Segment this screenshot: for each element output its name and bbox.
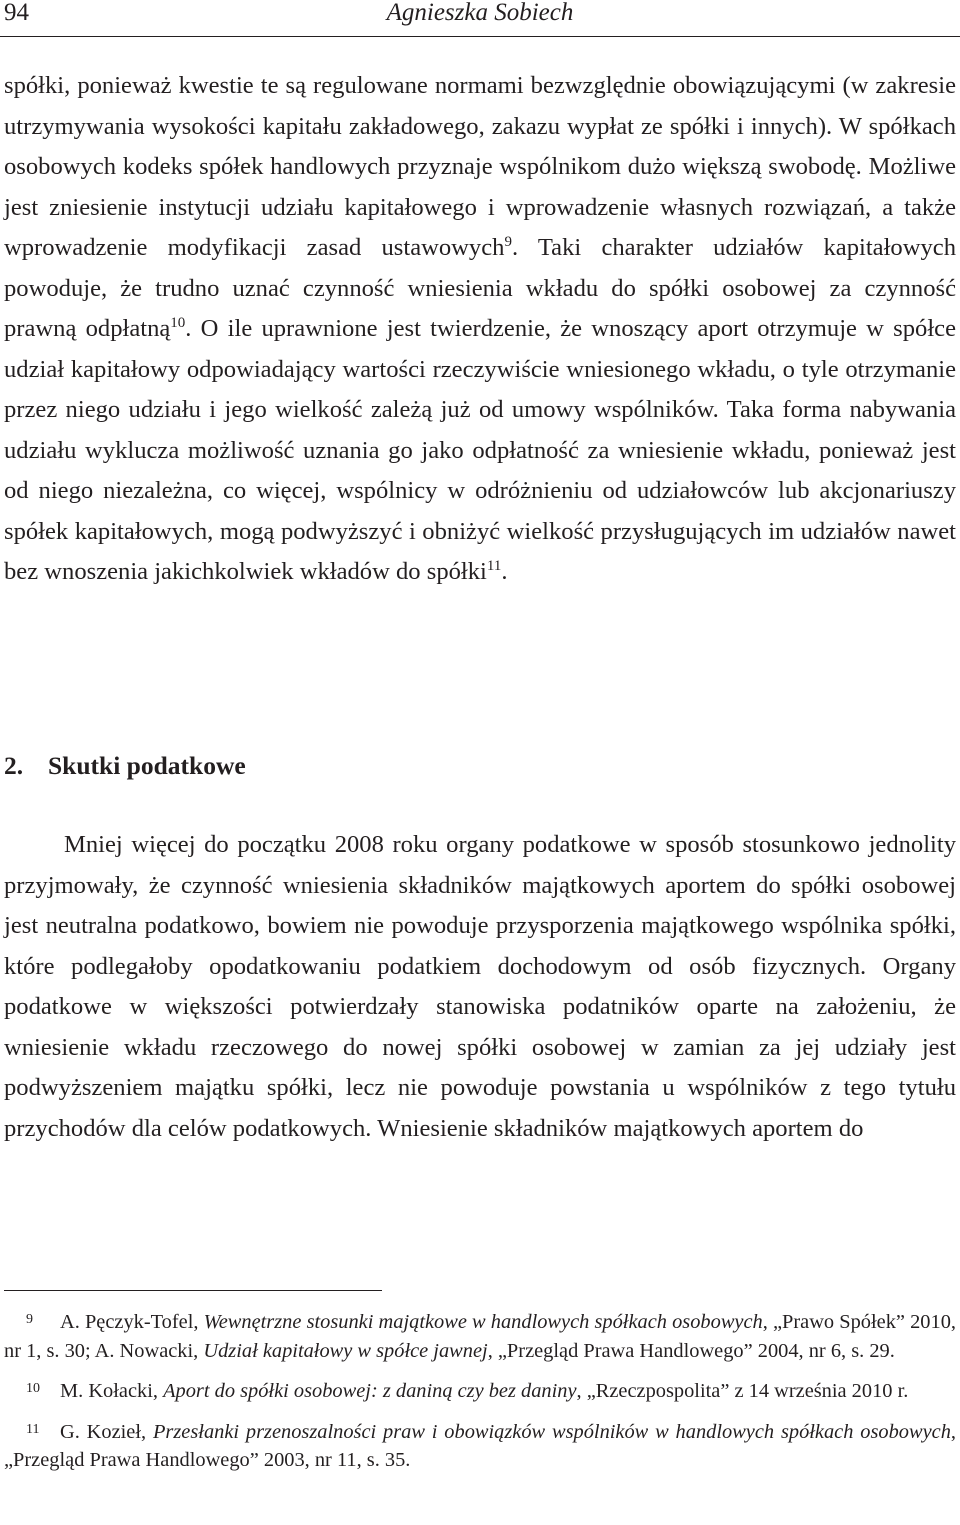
- footnote-title: Przesłanki przenoszalności praw i obowiązków wspólników w handlowych spółkach osobowych: [152, 1420, 951, 1443]
- footnote-text: A. Pęczyk-Tofel,: [60, 1311, 204, 1333]
- footnote-ref-10[interactable]: 10: [170, 315, 186, 331]
- footnote-11: 11 G. Kozieł, Przesłanki przenoszalności praw i obowiązków wspólników w handlowych spółkach osobowych, „Przegląd Prawa Handlowego” 2003, nr 11, s. 35.: [4, 1420, 956, 1472]
- footnotes: [4, 1308, 956, 1487]
- running-head-author: Agnieszka Sobiech: [386, 0, 574, 26]
- page-number: 94: [4, 0, 29, 26]
- paragraph-text: .: [501, 558, 508, 585]
- footnote-text: , „Przegląd Prawa Handlowego” 2003, nr 11, s. 35.: [4, 1420, 956, 1472]
- footnote-text: , „Przegląd Prawa Handlowego” 2004, nr 6, s. 29.: [487, 1339, 895, 1362]
- footnote-text: , „Rzeczpospolita” z 14 września 2010 r.: [576, 1380, 909, 1403]
- paragraph-text: spółki, ponieważ kwestie te są regulowane normami bezwzględnie obowiązującymi (w zakresie utrzymywania wysokości kapitału zakładowego, zakazu wypłat ze spółki i innych). W spółkach osobowych kodeks spółek handlowych przyznaje wspólnikom dużo większą swobodę. Możliwe jest zniesienie instytucji udziału kapitałowego i wprowadzenie własnych rozwiązań, a także wprowadzenie modyfikacji zasad ustawowych: [4, 72, 956, 261]
- header-rule: [0, 36, 960, 37]
- footnote-rule: [4, 1290, 382, 1291]
- footnote-title: Udział kapitałowy w spółce jawnej: [203, 1339, 488, 1362]
- paragraph-text: . Taki charakter udziałów kapitałowych powoduje, że trudno uznać czynność wniesienia wkładu do spółki osobowej za czynność prawną odpłatną: [4, 234, 956, 342]
- footnote-text: M. Kołacki,: [60, 1380, 164, 1403]
- footnote-10: 10 M. Kołacki, Aport do spółki osobowej: z daniną czy bez daniny, „Rzeczpospolita” z 14 września 2010 r.: [26, 1380, 909, 1403]
- body-paragraph-2: [4, 825, 956, 1149]
- footnote-9: 9 A. Pęczyk-Tofel, Wewnętrzne stosunki majątkowe w handlowych spółkach osobowych, „Prawo Spółek” 2010, nr 1, s. 30; A. Nowacki, Udział kapitałowy w spółce jawnej, „Przegląd Prawa Handlowego” 2004, nr 6, s. 29.: [4, 1311, 956, 1362]
- footnote-text: G. Kozieł,: [60, 1420, 153, 1443]
- paragraph-text: . O ile uprawnione jest twierdzenie, że wnoszący aport otrzymuje w spółce udział kapitałowy odpowiadający wartości rzeczywiście wniesionego wkładu, o tyle otrzymanie przez niego udziału i jego wielkość zależą już od umowy wspólników. Taka forma nabywania udziału wyklucza możliwość uznania go jako odpłatność za wniesienie wkładu, ponieważ jest od niego niezależna, co więcej, wspólnicy w odróżnieniu od udziałowców lub akcjonariuszy spółek kapitałowych, mogą podwyższyć i obniżyć wielkość przysługujących im udziałów nawet bez wnoszenia jakichkolwiek wkładów do spółki: [4, 315, 956, 585]
- footnote-ref-11[interactable]: 11: [486, 558, 502, 574]
- footnote-text: , „Prawo Spółek” 2010, nr 1, s. 30; A. Nowacki,: [4, 1311, 956, 1362]
- footnote-title: Wewnętrzne stosunki majątkowe w handlowych spółkach osobowych: [203, 1311, 763, 1333]
- body-paragraph-1: [4, 66, 956, 593]
- footnote-ref-9[interactable]: 9: [504, 234, 512, 250]
- paragraph-text: Mniej więcej do początku 2008 roku organy podatkowe w sposób stosunkowo jednolity przyjmowały, że czynność wniesienia składników majątkowych aportem do spółki osobowej jest neutralna podatkowo, bowiem nie powoduje przysporzenia majątkowego wspólnika spółki, które podlegałoby opodatkowaniu podatkiem dochodowym od osób fizycznych. Organy podatkowe w większości potwierdzały stanowiska podatników oparte na założeniu, że wniesienie wkładu rzeczowego do nowej spółki osobowej w zamian za jej udziały jest podwyższeniem majątku spółki, lecz nie powoduje powstania u wspólników z tego tytułu przychodów dla celów podatkowych. Wniesienie składników majątkowych aportem do: [4, 831, 956, 1142]
- footnote-title: Aport do spółki osobowej: z daniną czy bez daniny: [163, 1380, 577, 1403]
- page-header: [0, 0, 960, 34]
- section-title: Skutki podatkowe: [48, 751, 246, 780]
- section-number: 2.: [4, 751, 24, 780]
- section-heading: [4, 746, 246, 786]
